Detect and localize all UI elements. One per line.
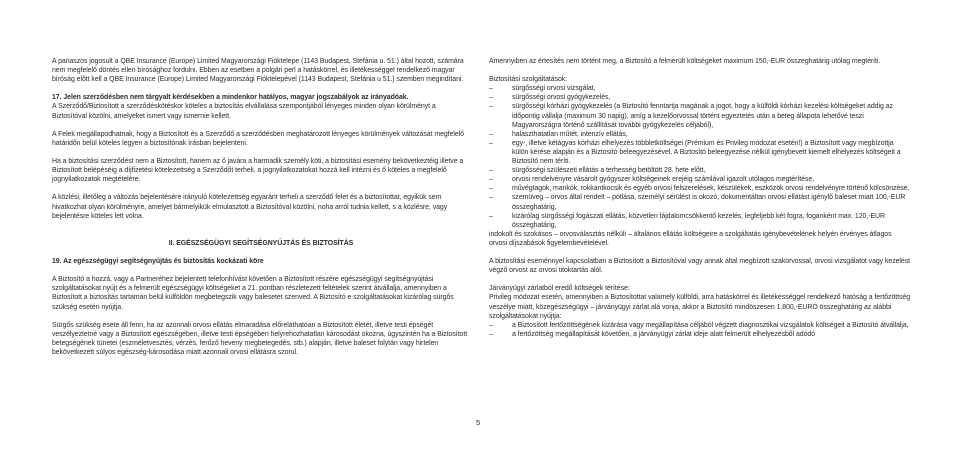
- list-item: – a fertőzöttség megállapítását követően, a járványügyi zárlat ideje alatt felmerült elhelyezésből adódó: [489, 330, 911, 339]
- list-item: – sürgősségi orvosi vizsgálat,: [489, 84, 911, 93]
- epidemic-paragraph: Privileg módozat esetén, amennyiben a Biztosítottat valamely külföldi, arra hatáskörrel és illetékességgel rendelkező hatóság a fertőzöttség veszélye miatt, közegészségügyi – járványügyi zárlat alá vonja, akkor a Biztosító mindöszesen 1.800,-EURÓ összeghatárig az alábbi szolgáltatásokat nyújtja:: [489, 294, 911, 320]
- list-item: – kizárólag sürgősségi fogászati ellátás, közvetlen fájdalomcsökkentő kezelés, legfeljebb két fogra, foganként max. 120,-EUR összeghatárig,: [489, 212, 911, 230]
- notification-paragraph: Amennyiben az értesítés nem történt meg, a Biztosító a felmerült költségeket maximum 150,-EUR összeghatárig utólag megtéríti.: [489, 58, 881, 65]
- section-19-heading: 19. Az egészségügyi segítségnyújtás és biztosítás kockázati köre: [52, 258, 264, 266]
- list-item: – sürgősségi szülészeti ellátás a terhesség betöltött 28. hete előtt,: [489, 166, 911, 175]
- list-item: – orvosi rendelvényre vásárolt gyógyszer költségeinek erejéig számlával igazolt utólagos megtérítése,: [489, 175, 911, 184]
- list-item: – művégtagok, mankók, rokkantkocsik és egyéb orvosi felszerelések, készülékek, eszközök orvosi rendelvényre történő kölcsönzése,: [489, 184, 911, 193]
- insurer-services-paragraph: A Biztosító a hozzá, vagy a Partneréhez bejelentett telefonhívást követően a Biztosított részére egészségügyi segítségnyújtási szolgáltatásokat nyújt és a felmerült egészségügyi költségeket a 21. pontban részletezett feltételek szerint átvállalja, amennyiben a Biztosított a biztosítás tartamán belül külföldön megbetegszik vagy balesetet szenved. A Biztosító e szolgáltatásokat kizárólag sürgős szükség esetén nyújtja.: [52, 276, 454, 311]
- section-17-text: A Szerződő/Biztosított a szerződéskötéskor köteles a biztosítás elvállalása szempontjából lényeges minden olyan körülményt a Biztosítóval közölni, amelyeket ismert vagy ismernie kellett.: [52, 103, 436, 120]
- section-17-heading: 17. Jelen szerződésben nem tárgyalt kérdésekben a mindenkor hatályos, magyar jogszabályok az irányadóak.: [52, 94, 409, 102]
- list-item: – sürgősségi orvosi gyógykezelés,: [489, 93, 911, 102]
- services-tail: indokolt és szokásos – orvosválasztás nélküli – általános ellátás költségeire a szolgáltatás igénybevételének helyén érvényes átlagos orvosi díjszabások figyelembevételével.: [489, 230, 892, 247]
- epidemic-list: [489, 321, 911, 339]
- page-number: 5: [476, 418, 481, 427]
- services-heading: Biztosítási szolgáltatások:: [489, 76, 568, 84]
- services-list: [489, 84, 911, 230]
- list-item: – sürgősségi kórházi gyógykezelés (a Biztosító fenntartja magának a jogot, hogy a külföldi kórházi kezelési költségeket addig az időpontig vállalja (maximum 30 napig), amíg a kezelőorvossal történt egyeztetés után a beteg állapota lehetővé teszi Magyarországra történő szállítását további gyógykezelés céljából),: [489, 102, 911, 129]
- third-party-paragraph: Ha a biztosítási szerződést nem a Biztosított, hanem az ő javára a harmadik személy köti, a biztosítási esemény bekövetkeztéig illetve a Biztosított belépéséig a díjfizetési kötelezettség a Szerződőt terheli, a jognyilatkozatokat hozzá kell intézni és ő köteles a megfelelő jognyilatkozatok megtételére.: [52, 158, 464, 184]
- parties-agreement-paragraph: A Felek megállapodhatnak, hogy a Biztosított és a Szerződő a szerződésben meghatározott lényeges körülmények változását megfelelő határidőn belül köteles legyen a biztosítónak írásban bejelenteni.: [52, 130, 464, 147]
- left-column: [52, 57, 470, 357]
- complaint-paragraph: A panaszos jogosult a QBE Insurance (Europe) Limited Magyarországi Fióktelepe (1143 Budapest, Stefánia u. 51.) által hozott, számára nem megfelelő döntés ellen bírósághoz fordulni. Ebben az esetben a polgári perl a hatáskörrel, és illetékességgel rendelkező magyar bíróság előtt kell a QBE Insurance (Europe) Limited Magyarországi Fióktelepével (1143 Budapest, Stefánia u 51.) szemben megindítani.: [52, 58, 464, 84]
- right-column: [489, 57, 911, 339]
- emergency-definition-paragraph: Sürgős szükség esete áll fenn, ha az azonnali orvosi ellátás elmaradása előreláthatóan a Biztosított életét, illetve testi épségét veszélyeztetné vagy a Biztosított egészségében, illetve testi épségében helyrehozhatatlan károsodást okozna, úgyszintén ha a Biztosított betegségének tünetei (eszméletvesztés, vérzés, ferőző heveny megbetegedés, stb.) alapján, illetve baleset folytán vagy hirtelen bekövetkezett súlyos egészség-károsodása miatt azonnali orvosi ellátásra szorul.: [52, 321, 468, 356]
- list-item: – szemüveg – orvos által rendelt – pótlása, személyi sérülést is okozó, dokumentáltan orvosi ellátást igénylő baleset miatt 100,-EUR összeghatárig,: [489, 193, 911, 211]
- list-item: – egy-, illetve kétágyas kórházi elhelyezés többletköltségei (Prémium és Privileg módozat esetén!) a Biztosított vagy megbízottja külön kérése alapján és a Biztosító beleegyezésével. A Biztosító beleegyezése nélkül igénybevett kiemelt elhelyezés költségeit a Biztosító nem téríti.: [489, 139, 911, 166]
- disclosure-paragraph: A közlési, illetőleg a változás bejelentésére irányuló kötelezettség egyaránt terheli a szerződő felet és a biztosítottat, egyikük sem hivatkozhat olyan körülményre, amelyet bármelyikük elmulasztott a Biztosítóval közölni, noha arról tudnia kellett, s a közlésre, vagy bejelentésre köteles lett volna.: [52, 194, 448, 220]
- chapter-title: II. EGÉSZSÉGÜGYI SEGÍTSÉGNYÚJTÁS ÉS BIZTOSÍTÁS: [168, 239, 354, 247]
- confidentiality-paragraph: A biztosítási eseménnyel kapcsolatban a Biztosított a Biztosítóval vagy annak által megbízott szakorvossal, orvosi vizsgálatot vagy kezelést végző orvost az orvosi titoktartás alól.: [489, 258, 911, 275]
- list-item: – halaszthatatlan műtét, intenzív ellátás,: [489, 130, 911, 139]
- list-item: – a Biztosított fertőzöttségének kizárása vagy megállapítása céljából végzett diagnosztikai vizsgálatok költségeit a Biztosító átvállalja,: [489, 321, 911, 330]
- epidemic-heading: Járványügyi zárlatból eredő költségek térítése:: [489, 285, 630, 293]
